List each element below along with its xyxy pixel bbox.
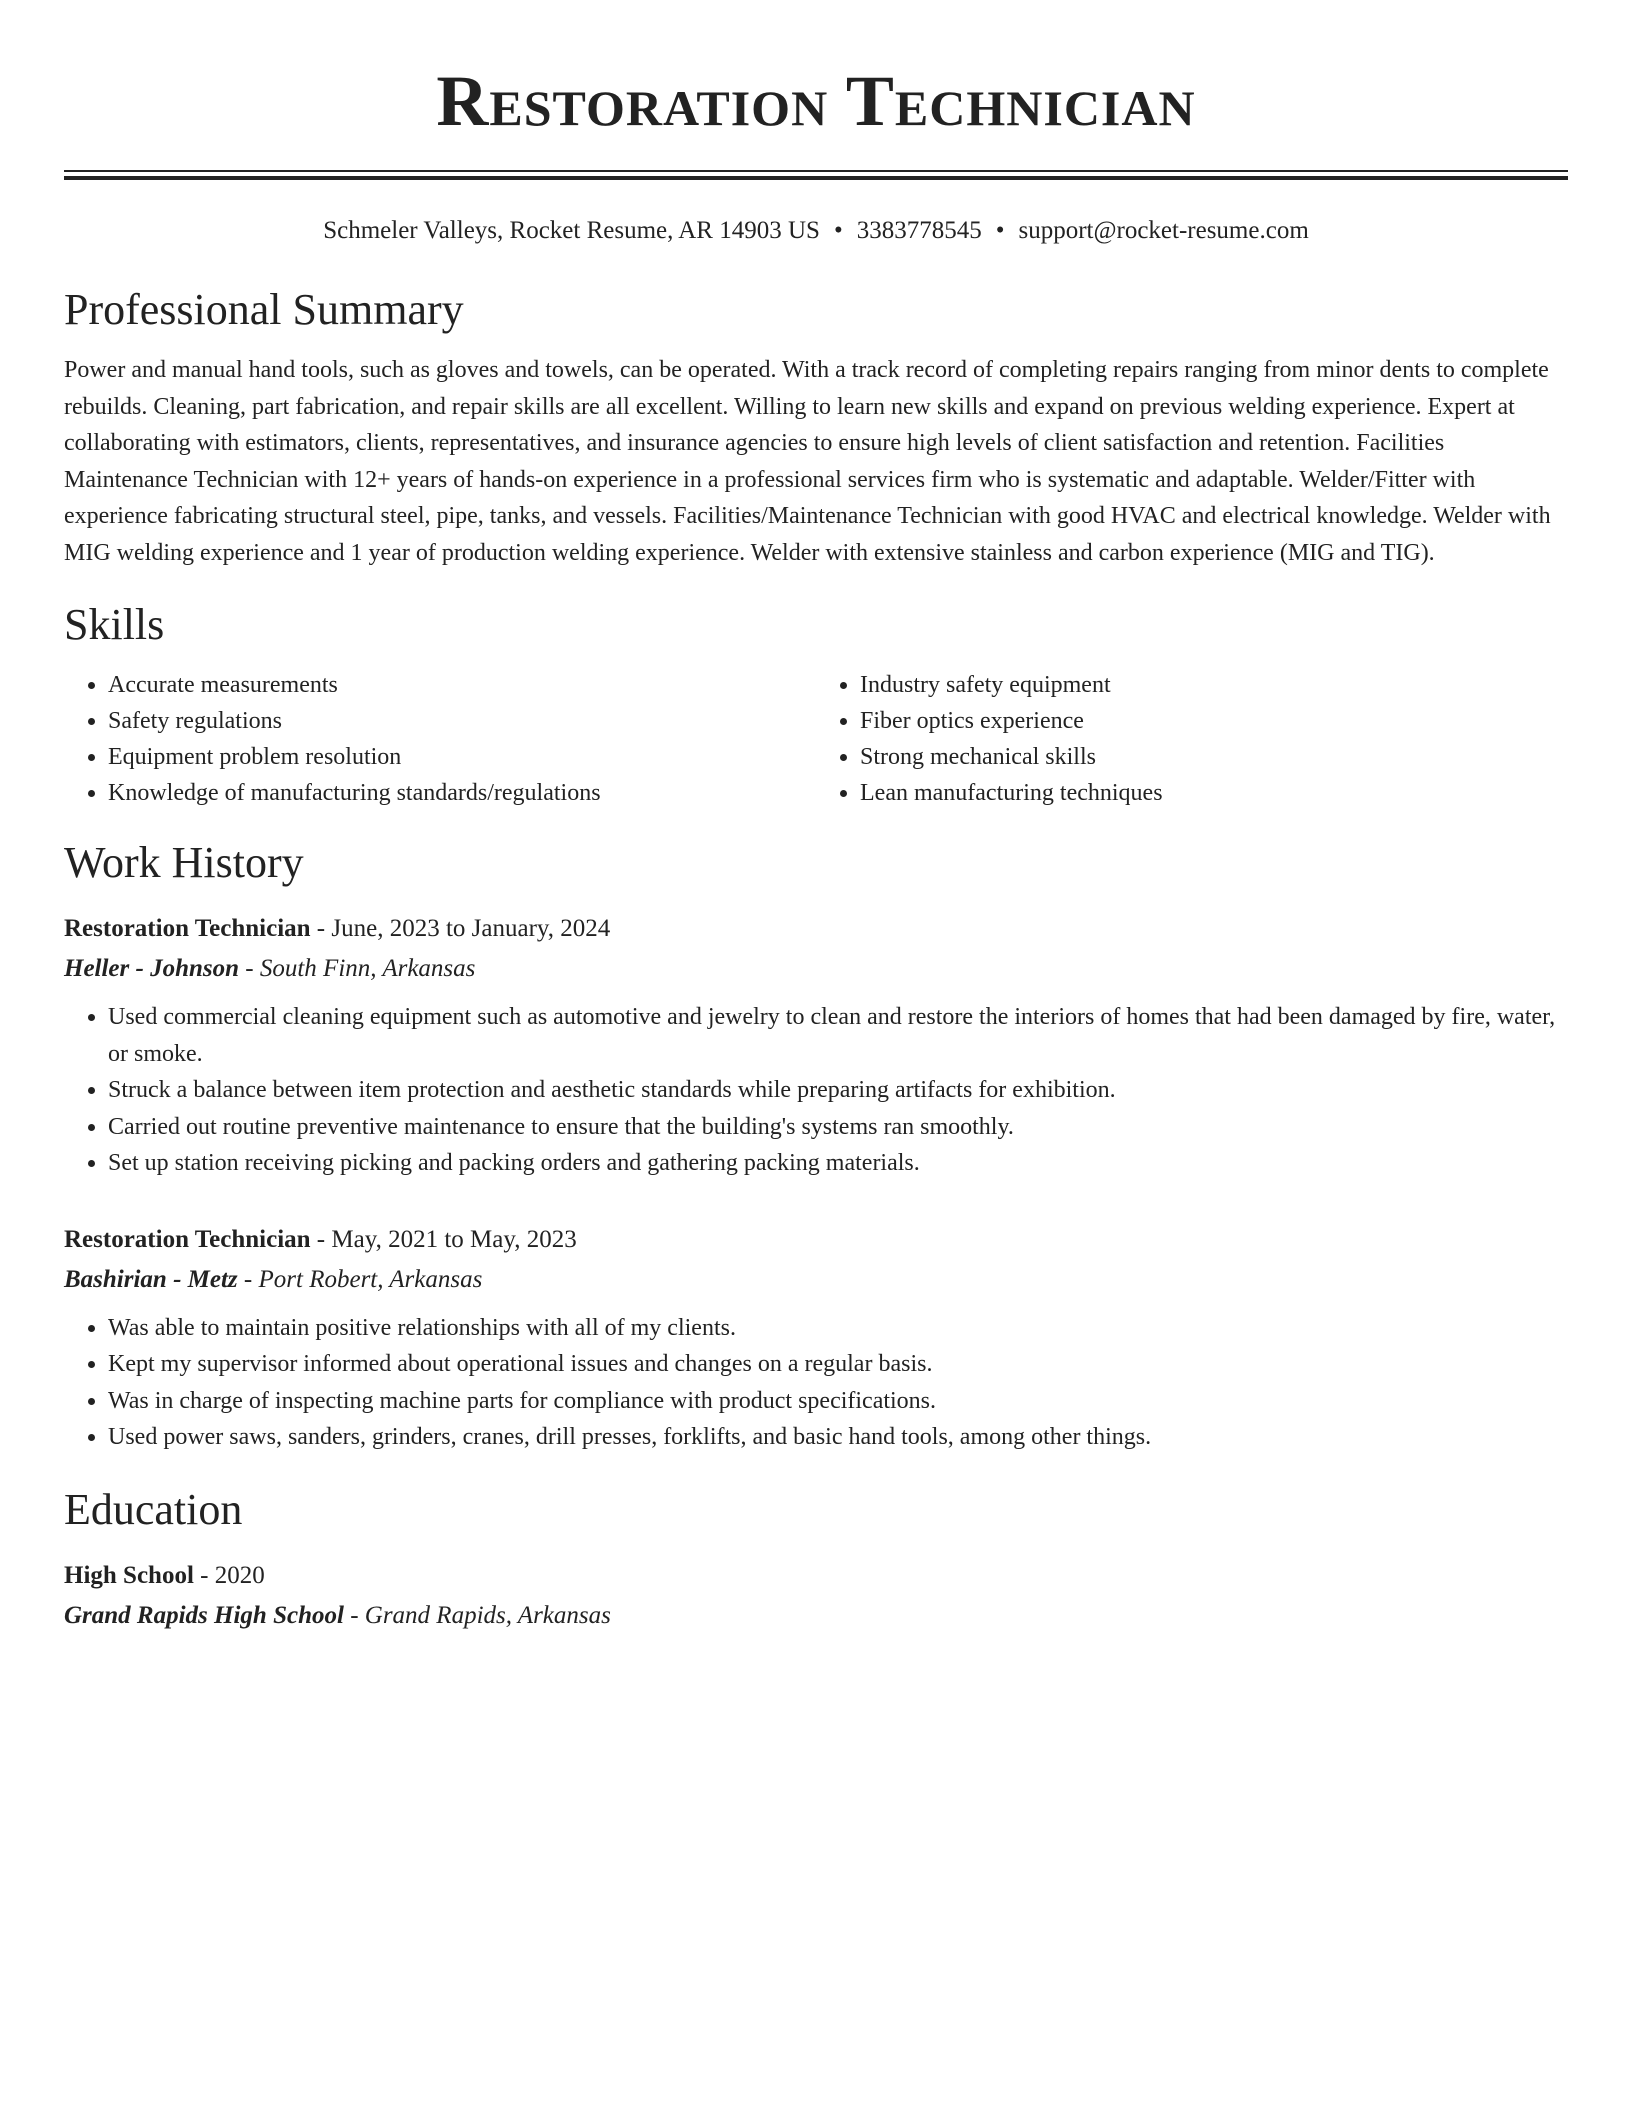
education-degree: High School (64, 1561, 194, 1589)
contact-address: Schmeler Valleys, Rocket Resume, AR 14903 US (323, 217, 820, 244)
job-employer-line (64, 1260, 1568, 1300)
work-history-heading: Work History (64, 838, 304, 887)
skills-heading: Skills (64, 600, 165, 649)
job-company: Bashirian - Metz (64, 1265, 238, 1293)
skill-item: • Industry safety equipment (860, 667, 1568, 703)
summary-heading: Professional Summary (64, 285, 464, 334)
dash: - (245, 955, 254, 982)
skill-item: • Strong mechanical skills (860, 739, 1568, 775)
job-company: Heller - Johnson (64, 955, 240, 982)
job-bullet: • Kept my supervisor informed about operational issues and changes on a regular basis. (108, 1346, 1568, 1383)
skill-item: • Safety regulations (108, 703, 816, 739)
skill-item: • Accurate measurements (108, 667, 816, 703)
contact-separator: • (995, 217, 1005, 244)
education-school-line (64, 1596, 1568, 1636)
job-header (64, 1220, 1568, 1260)
dash: - (243, 1265, 253, 1293)
job-bullet: • Was in charge of inspecting machine parts for compliance with product specifications. (108, 1383, 1568, 1420)
work-history-section (64, 835, 1568, 1456)
job-title: Restoration Technician (64, 1225, 311, 1253)
job-bullet: • Used power saws, sanders, grinders, cranes, drill presses, forklifts, and basic hand tools, among other things. (108, 1419, 1568, 1456)
skills-grid (64, 667, 1568, 811)
job-location: Port Robert, Arkansas (258, 1265, 483, 1293)
education-section (64, 1482, 1568, 1636)
education-entry (64, 1556, 1568, 1636)
education-school: Grand Rapids High School (64, 1601, 344, 1629)
dash: - (316, 915, 326, 942)
skills-section (64, 597, 1568, 811)
job-bullet: • Struck a balance between item protection and aesthetic standards while preparing artifacts for exhibition. (108, 1072, 1568, 1109)
job-bullet: • Carried out routine preventive maintenance to ensure that the building's systems ran smoothly. (108, 1109, 1568, 1146)
job-employer-line (64, 949, 1568, 989)
contact-email[interactable]: support@rocket-resume.com (1018, 217, 1309, 244)
skill-item: • Knowledge of manufacturing standards/regulations (108, 775, 816, 811)
education-location: Grand Rapids, Arkansas (364, 1601, 611, 1629)
job-entry (64, 909, 1568, 1182)
job-bullets (64, 1310, 1568, 1456)
skill-item: • Lean manufacturing techniques (860, 775, 1568, 811)
skills-right-column (816, 667, 1568, 811)
education-header (64, 1556, 1568, 1596)
header-divider (64, 170, 1568, 180)
job-dates: June, 2023 to January, 2024 (331, 915, 611, 942)
education-heading: Education (64, 1484, 243, 1534)
job-bullet: • Set up station receiving picking and packing orders and gathering packing materials. (108, 1145, 1568, 1182)
summary-section (64, 282, 1568, 571)
skill-item: • Fiber optics experience (860, 703, 1568, 739)
dash: - (350, 1601, 359, 1629)
job-entry (64, 1220, 1568, 1456)
contact-phone: 3383778545 (856, 217, 982, 244)
resume-name: Restoration Technician (436, 61, 1196, 141)
job-header (64, 909, 1568, 949)
job-bullets (64, 999, 1568, 1182)
dash: - (200, 1561, 209, 1589)
job-location: South Finn, Arkansas (259, 955, 476, 982)
contact-line (64, 214, 1568, 248)
skills-left-column (64, 667, 816, 811)
job-title: Restoration Technician (64, 915, 311, 942)
job-bullet: • Was able to maintain positive relationships with all of my clients. (108, 1310, 1568, 1347)
summary-text: Power and manual hand tools, such as gloves and towels, can be operated. With a track record of completing repairs ranging from minor dents to complete rebuilds. Cleaning, part fabrication, and repair skills are all excellent. Willing to learn new skills and expand on previous welding experience. Expert at collaborating with estimators, clients, representatives, and insurance agencies to ensure high levels of client satisfaction and retention. Facilities Maintenance Technician with 12+ years of hands-on experience in a professional services firm who is systematic and adaptable. Welder/Fitter with experience fabricating structural steel, pipe, tanks, and vessels. Facilities/Maintenance Technician with good HVAC and electrical knowledge. Welder with MIG welding experience and 1 year of production welding experience. Welder with extensive stainless and carbon experience (MIG and TIG). (64, 357, 1551, 566)
dash: - (316, 1225, 326, 1253)
contact-separator: • (833, 217, 843, 244)
job-bullet: • Used commercial cleaning equipment such as automotive and jewelry to clean and restore the interiors of homes that had been damaged by fire, water, or smoke. (108, 999, 1568, 1072)
education-year: 2020 (214, 1561, 265, 1589)
skill-item: • Equipment problem resolution (108, 739, 816, 775)
job-dates: May, 2021 to May, 2023 (331, 1225, 577, 1253)
